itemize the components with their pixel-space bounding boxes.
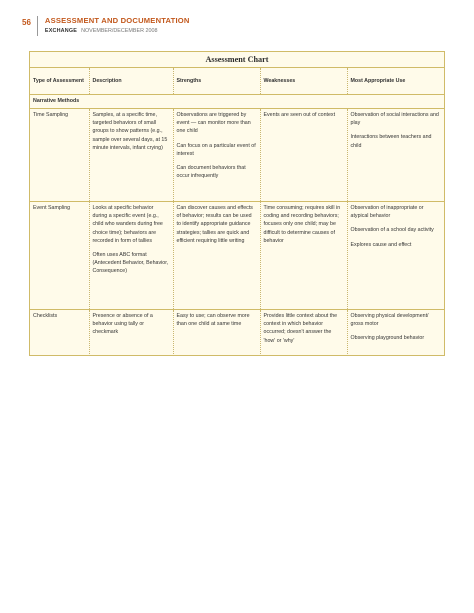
issue-line — [45, 28, 190, 34]
description-cell — [89, 310, 173, 356]
assessment-table — [30, 68, 444, 356]
table-header-row — [30, 68, 444, 95]
cell-paragraph: Easy to use; can observe more than one child at same time — [176, 313, 250, 328]
column-header: Description — [89, 68, 173, 95]
cell-paragraph: Interactions between teachers and child — [350, 134, 432, 149]
cell-paragraph: Explores cause and effect — [350, 241, 412, 248]
type-cell: Event Sampling — [30, 202, 89, 310]
chart-title: Assessment Chart — [30, 52, 444, 68]
table-row — [30, 202, 444, 310]
weaknesses-cell — [260, 202, 347, 310]
cell-paragraph: Presence or absence of a behavior using tally or checkmark — [92, 313, 153, 336]
assessment-chart — [29, 51, 445, 356]
column-header: Most Appropriate Use — [347, 68, 444, 95]
cell-paragraph: Time consuming; requires skill in coding and recording behaviors; focuses only one child; may be difficult to determine causes of behavior — [263, 205, 341, 244]
cell-paragraph: Looks at specific behavior during a specific event (e.g., child who wanders during free choice time); behaviors are recorded in form of tallies — [92, 205, 163, 244]
cell-paragraph: Observation of social interactions and play — [350, 112, 439, 127]
strengths-cell — [173, 202, 260, 310]
magazine-name: EXCHANGE — [44, 28, 78, 34]
type-cell: Time Sampling — [30, 109, 89, 202]
header-text — [45, 16, 190, 34]
column-header: Strengths — [173, 68, 260, 95]
cell-paragraph: Provides little context about the context in which behavior occurred; doesn't answer the 'how' or 'why' — [263, 313, 338, 344]
header-divider — [37, 16, 38, 36]
strengths-cell — [173, 109, 260, 202]
weaknesses-cell — [260, 310, 347, 356]
strengths-cell — [173, 310, 260, 356]
column-header: Type of Assessment — [30, 68, 89, 95]
use-cell — [347, 202, 444, 310]
cell-paragraph: Observation of inappropriate or atypical behavior — [350, 205, 424, 220]
cell-paragraph: Can discover causes and effects of behavior; results can be used to identify appropriate guidance strategies; tallies are quick and efficient requiring little writing — [176, 205, 253, 244]
section-title: ASSESSMENT AND DOCUMENTATION — [44, 16, 190, 25]
column-header: Weaknesses — [260, 68, 347, 95]
cell-paragraph: Samples, at a specific time, targeted behaviors of small groups to show patterns (e.g., sample over several days, at 15 minute intervals, infant crying) — [92, 112, 168, 151]
cell-paragraph: Can document behaviors that occur infrequently — [176, 165, 246, 180]
table-row — [30, 310, 444, 356]
page-number: 56 — [22, 18, 31, 27]
cell-paragraph: Observing physical development/ gross motor — [350, 313, 429, 328]
group-label: Narrative Methods — [30, 95, 444, 109]
cell-paragraph: Observation of a school day activity — [350, 227, 434, 234]
issue-date: NOVEMBER/DECEMBER 2008 — [81, 28, 158, 34]
description-cell — [89, 202, 173, 310]
description-cell — [89, 109, 173, 202]
table-row — [30, 109, 444, 202]
cell-paragraph: Observing playground behavior — [350, 335, 425, 342]
cell-paragraph: Often uses ABC format (Antecedent Behavior, Behavior, Consequence) — [92, 252, 169, 275]
cell-paragraph: Events are seen out of context — [263, 112, 336, 118]
cell-paragraph: Can focus on a particular event of interest — [176, 142, 256, 157]
type-cell: Checklists — [30, 310, 89, 356]
use-cell — [347, 109, 444, 202]
weaknesses-cell — [260, 109, 347, 202]
group-row — [30, 95, 444, 109]
table-body — [30, 95, 444, 356]
cell-paragraph: Observations are triggered by event — can monitor more than one child — [176, 112, 251, 135]
use-cell — [347, 310, 444, 356]
page-header — [22, 16, 190, 36]
